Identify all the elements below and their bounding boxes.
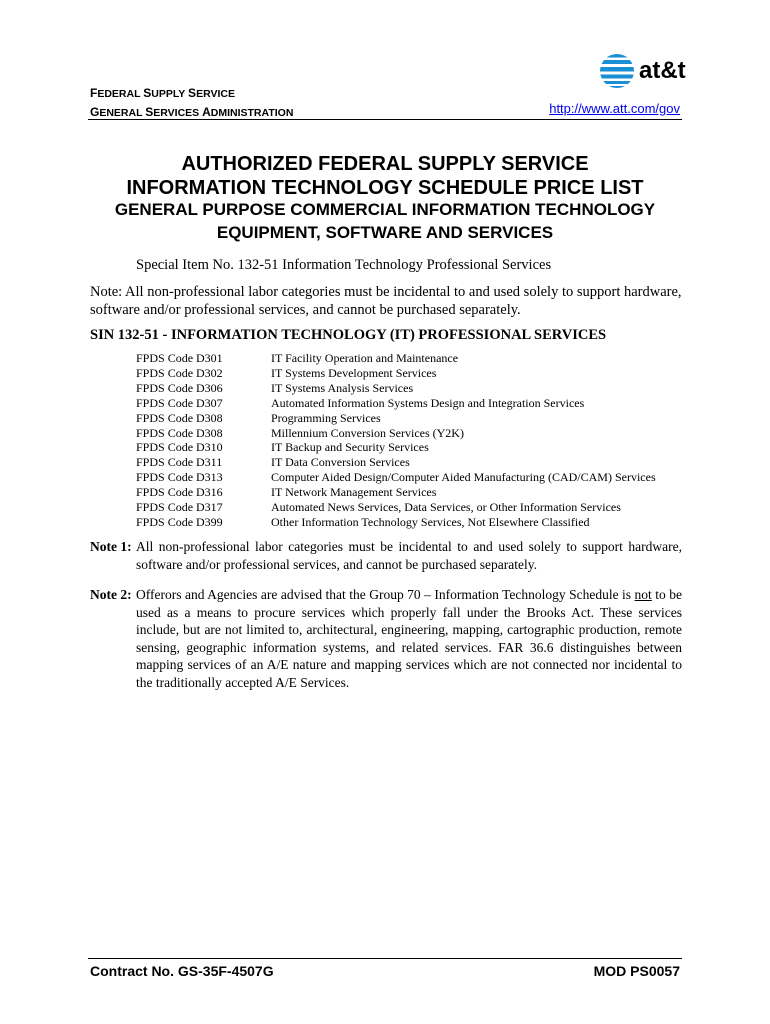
fpds-description: IT Network Management Services <box>271 485 437 500</box>
fpds-code: FPDS Code D317 <box>136 500 223 515</box>
fpds-description: Computer Aided Design/Computer Aided Manufacturing (CAD/CAM) Services <box>271 470 656 485</box>
code-row <box>136 426 656 441</box>
footer-rule <box>88 958 682 959</box>
fpds-code: FPDS Code D302 <box>136 365 223 380</box>
fpds-description: IT Facility Operation and Maintenance <box>271 351 459 365</box>
fpds-description: IT Data Conversion Services <box>271 455 410 470</box>
fpds-code: FPDS Code D306 <box>136 380 223 395</box>
sin-heading: SIN 132-51 - INFORMATION TECHNOLOGY (IT) PROFESSIONAL SERVICES <box>90 327 607 343</box>
att-gov-link[interactable]: http://www.att.com/gov <box>549 101 680 116</box>
title-line-2: INFORMATION TECHNOLOGY SCHEDULE PRICE LIST <box>126 177 644 199</box>
fpds-description: Millennium Conversion Services (Y2K) <box>271 425 464 440</box>
note-2-label: Note 2: <box>90 587 132 602</box>
fpds-description: IT Systems Development Services <box>271 365 437 380</box>
code-row <box>136 440 656 455</box>
code-row <box>136 515 656 530</box>
main-title <box>88 152 682 200</box>
fpds-description: Automated News Services, Data Services, or Other Information Services <box>271 500 621 515</box>
fpds-code: FPDS Code D301 <box>136 351 223 365</box>
code-row <box>136 500 656 515</box>
fpds-code: FPDS Code D307 <box>136 395 223 410</box>
fpds-description: Automated Information Systems Design and Integration Services <box>271 395 585 410</box>
special-item: Special Item No. 132-51 Information Technology Professional Services <box>136 257 552 273</box>
fpds-code: FPDS Code D308 <box>136 425 223 440</box>
fpds-description: Programming Services <box>271 410 381 425</box>
att-logo <box>598 48 698 94</box>
fpds-code: FPDS Code D399 <box>136 514 223 529</box>
mod-number: MOD PS0057 <box>593 963 680 979</box>
fpds-code: FPDS Code D310 <box>136 440 223 455</box>
subtitle <box>88 198 682 244</box>
fpds-code: FPDS Code D313 <box>136 470 223 485</box>
note-general: Note: All non-professional labor categories must be incidental to and used solely to support hardware, software and/or professional services, and cannot be purchased separately. <box>90 284 682 318</box>
header-rule <box>88 119 682 120</box>
code-row <box>136 485 656 500</box>
note-1 <box>90 538 682 573</box>
contract-number: Contract No. GS-35F-4507G <box>90 963 274 979</box>
agency-line-1: FEDERAL SUPPLY SERVICE <box>90 86 235 100</box>
fpds-code-list <box>136 351 656 530</box>
code-row <box>136 455 656 470</box>
code-row <box>136 366 656 381</box>
note-1-text: All non-professional labor categories must be incidental to and used solely to support hardware, software and/or professional services, and cannot be purchased separately. <box>136 539 682 572</box>
code-row <box>136 381 656 396</box>
code-row <box>136 470 656 485</box>
code-row <box>136 411 656 426</box>
agency-header <box>90 84 293 122</box>
note-2-text: Offerors and Agencies are advised that the Group 70 – Information Technology Schedule is not to be used as a means to procure services which properly fall under the Brooks Act. These services include, but are not limited to, architectural, engineering, mapping, cartographic production, remote sensing, geographic information systems, and related services. FAR 36.6 distinguishes between mapping services of an A/E nature and mapping services which are not connected nor incidental to the traditionally accepted A/E Services. <box>136 587 682 690</box>
logo-text: at&t <box>639 57 686 84</box>
note-1-label: Note 1: <box>90 539 132 554</box>
note-2 <box>90 586 682 691</box>
title-line-3: GENERAL PURPOSE COMMERCIAL INFORMATION TECHNOLOGY <box>114 200 656 219</box>
title-line-4: EQUIPMENT, SOFTWARE AND SERVICES <box>216 223 554 242</box>
fpds-code: FPDS Code D308 <box>136 410 223 425</box>
globe-icon <box>598 48 698 94</box>
code-row <box>136 396 656 411</box>
code-row <box>136 351 656 366</box>
fpds-description: IT Systems Analysis Services <box>271 380 414 395</box>
fpds-code: FPDS Code D316 <box>136 485 223 500</box>
title-line-1: AUTHORIZED FEDERAL SUPPLY SERVICE <box>181 153 589 175</box>
fpds-description: Other Information Technology Services, Not Elsewhere Classified <box>271 514 590 529</box>
fpds-code: FPDS Code D311 <box>136 455 223 470</box>
agency-line-2: GENERAL SERVICES ADMINISTRATION <box>90 105 294 119</box>
fpds-description: IT Backup and Security Services <box>271 440 429 455</box>
